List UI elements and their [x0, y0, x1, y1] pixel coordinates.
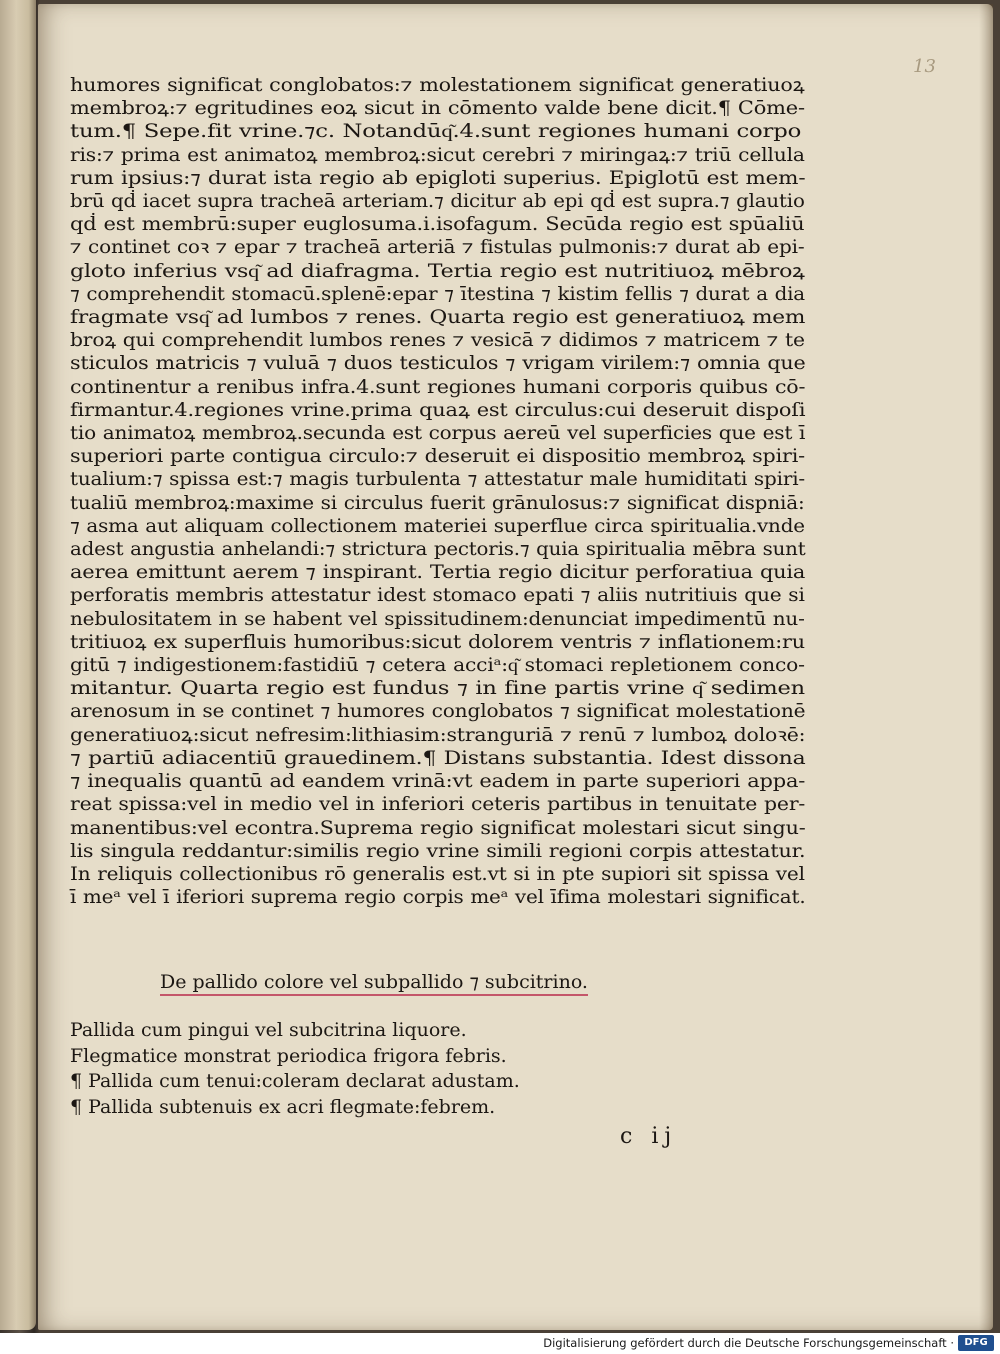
previous-page-edge [0, 0, 36, 1330]
text-line: ⁊ comprehendit stomacū.splenē:epar ⁊ ītestina ⁊ kistim fellis ⁊ durat a dia [70, 283, 805, 305]
text-line: ⁊ continet coꝛ ⁊ epar ⁊ tracheā arteriā ⁊ fistulas pulmonis:⁊ durat ab epi- [70, 237, 805, 259]
text-line: arenosum in se continet ⁊ humores conglobatos ⁊ significat molestationē [70, 701, 806, 723]
text-line: broꝝ qui comprehendit lumbos renes ⁊ vesicā ⁊ didimos ⁊ matricem ⁊ te [70, 330, 805, 352]
text-line: ⁊ partiū adiacentiū grauedinem.¶ Distans substantia. Idest dissona [70, 747, 806, 769]
text-line: gloto inferius vsq͂ ad diafragma. Tertia regio est nutritiuoꝝ mēbroꝝ [70, 260, 805, 282]
text-line: ⁊ inequalis quantū ad eandem vrinā:vt eadem in parte superiori appa- [70, 771, 806, 793]
text-line: ⁊ asma aut aliquam collectionem materiei superflue circa spiritualia.vnde [70, 515, 805, 537]
verse-block [70, 1018, 520, 1120]
text-line: manentibus:vel econtra.Suprema regio significat molestari sicut singu- [70, 817, 806, 839]
signature-mark: c ij [620, 1124, 678, 1149]
text-line: brū qḋ iacet supra tracheā arteriam.⁊ dicitur ab epi qḋ est supra.⁊ glautio [70, 191, 805, 213]
verse-line: Flegmatice monstrat periodica frigora febris. [70, 1044, 507, 1067]
book-page [38, 4, 993, 1330]
text-line: nebulositatem in se habent vel spissitudinem:denunciat impedimentū nu- [70, 608, 805, 630]
text-line: tritiuoꝝ ex superfluis humoribus:sicut dolorem ventris ⁊ inflationem:ru [70, 631, 805, 653]
verse-line: ¶ Pallida subtenuis ex acri flegmate:febrem. [70, 1095, 496, 1118]
text-line: ī meᵃ vel ī iferiori suprema regio corpis meᵃ vel īfima molestari significat. [70, 887, 806, 909]
verse-line: Pallida cum pingui vel subcitrina liquore. [70, 1019, 467, 1041]
text-line: sticulos matricis ⁊ vuluā ⁊ duos testiculos ⁊ vrigam virilem:⁊ omnia que [70, 353, 806, 375]
digitization-footer [0, 1333, 1000, 1354]
main-text-block [70, 74, 805, 909]
footer-credit-text: Digitalisierung gefördert durch die Deutsche Forschungsgemeinschaft · [543, 1336, 954, 1350]
verse-line: ¶ Pallida cum tenui:coleram declarat adustam. [70, 1070, 520, 1092]
text-line: tualium:⁊ spissa est:⁊ magis turbulenta ⁊ attestatur male humiditati spiri- [70, 469, 805, 491]
text-line: tum.¶ Sepe.fit vrine.⁊c. Notandūq͂.4.sunt regiones humani corpo [70, 121, 802, 143]
text-line: rum ipsius:⁊ durat ista regio ab epigloti superius. Epiglotū est mem- [70, 167, 806, 189]
text-line: qḋ est membrū:super euglosuma.i.isofagum. Secūda regio est spūaliū [70, 214, 805, 236]
text-line: continentur a renibus infra.4.sunt regiones humani corporis quibus cō- [70, 376, 806, 398]
text-line: humores significat conglobatos:⁊ molestationem significat generatiuoꝝ [70, 75, 805, 96]
text-line: tualiū membroꝝ:maxime si circulus fuerit grānulosus:⁊ significat dispniā: [70, 492, 805, 514]
text-line: firmantur.4.regiones vrine.prima quaꝝ est circulus:cui deseruit dispoſi [70, 399, 806, 421]
text-line: perforatis membris attestatur idest stomaco epati ⁊ aliis nutritiuis que si [70, 585, 805, 607]
text-line: reat spissa:vel in medio vel in inferiori ceteris partibus in tenuitate per- [70, 794, 806, 816]
text-line: adest angustia anhelandi:⁊ strictura pectoris.⁊ quia spiritualia mēbra sunt [70, 539, 806, 561]
page-edge-shadow [979, 4, 993, 1330]
text-line: aerea emittunt aerem ⁊ inspirant. Tertia regio dicitur perforatiua quia [70, 562, 806, 584]
section-heading: De pallido colore vel subpallido ⁊ subcitrino. [160, 971, 588, 996]
text-line: tio animatoꝝ membroꝝ.secunda est corpus aereū vel superficies que est ī [70, 423, 806, 445]
text-line: superiori parte contigua circulo:⁊ deseruit ei dispositio membroꝝ spiri- [70, 446, 805, 468]
folio-number: 13 [913, 56, 936, 77]
text-line: mitantur. Quarta regio est fundus ⁊ in fine partis vrine q͂ sedimen [70, 678, 805, 700]
dfg-logo-icon: DFG [958, 1335, 994, 1351]
text-line: membroꝝ:⁊ egritudines eoꝝ sicut in cōmento valde bene dicit.¶ Cōme- [70, 98, 805, 120]
text-line: lis singula reddantur:similis regio vrine simili regioni corpis attestatur. [70, 840, 806, 862]
text-line: In reliquis collectionibus rō generalis est.vt si in pte supiori sit spissa vel [70, 863, 805, 885]
text-line: ris:⁊ prima est animatoꝝ membroꝝ:sicut cerebri ⁊ miringaꝝ:⁊ triū cellula [70, 144, 805, 166]
text-line: generatiuoꝝ:sicut nefresim:lithiasim:stranguriā ⁊ renū ⁊ lumboꝝ doloꝛē: [70, 724, 806, 746]
text-line: gitū ⁊ indigestionem:fastidiū ⁊ cetera acciᵃ:q͂ stomaci repletionem conco- [70, 655, 805, 677]
text-line: fragmate vsq͂ ad lumbos ⁊ renes. Quarta regio est generatiuoꝝ mem [70, 307, 806, 329]
